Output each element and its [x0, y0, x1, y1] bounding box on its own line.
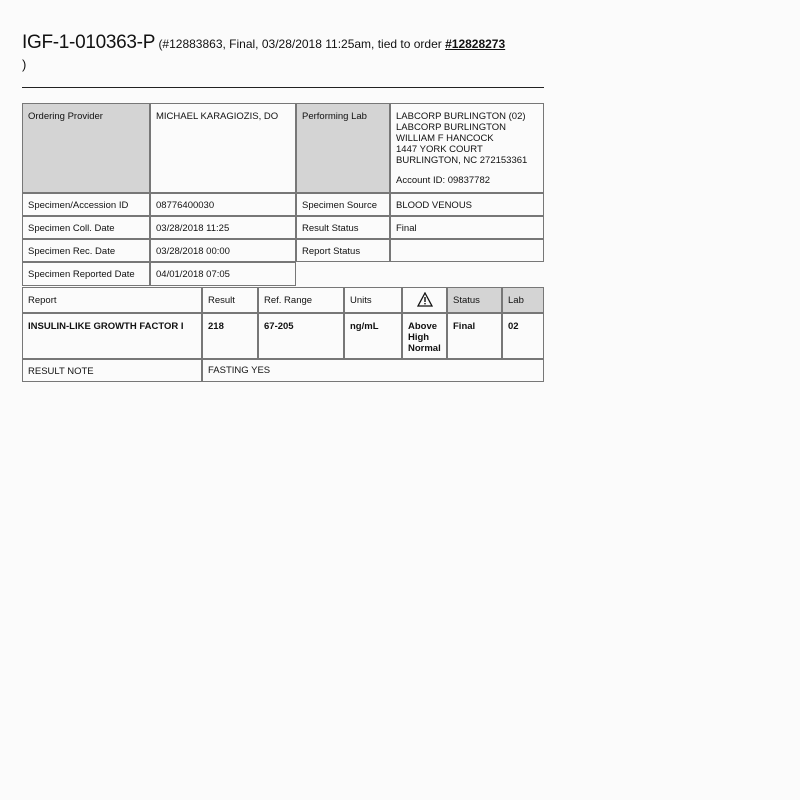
flag-line: High: [408, 332, 430, 343]
specimen-coll-label: Specimen Coll. Date: [22, 216, 150, 239]
test-detail: (#12883863, Final, 03/28/2018 11:25am, tied to order: [158, 37, 446, 51]
result-status: Final: [447, 313, 502, 359]
lab-line: LABCORP BURLINGTON: [396, 122, 506, 133]
lab-line: BURLINGTON, NC 272153361: [396, 155, 528, 166]
specimen-coll-value: 03/28/2018 11:25: [150, 216, 296, 239]
closing-paren: ): [22, 57, 27, 72]
col-header-flag: [402, 287, 447, 313]
specimen-reported-label: Specimen Reported Date: [22, 262, 150, 286]
ordering-provider-value: MICHAEL KARAGIOZIS, DO: [150, 103, 296, 193]
col-header-units: Units: [344, 287, 402, 313]
result-note-label: RESULT NOTE: [22, 359, 202, 382]
col-header-lab: Lab: [502, 287, 544, 313]
warning-triangle-icon: [417, 292, 433, 307]
lab-line: 1447 YORK COURT: [396, 144, 483, 155]
result-status-label: Result Status: [296, 216, 390, 239]
result-value: 218: [202, 313, 258, 359]
report-header: [22, 32, 552, 72]
specimen-source-value: BLOOD VENOUS: [390, 193, 544, 216]
col-header-ref-range: Ref. Range: [258, 287, 344, 313]
report-status-label: Report Status: [296, 239, 390, 262]
specimen-accession-value: 08776400030: [150, 193, 296, 216]
result-note-value: FASTING YES: [202, 359, 544, 382]
flag-line: Normal: [408, 343, 441, 354]
order-link[interactable]: #12828273: [445, 37, 506, 51]
lab-line: LABCORP BURLINGTON (02): [396, 111, 526, 122]
result-report-name: INSULIN-LIKE GROWTH FACTOR I: [22, 313, 202, 359]
specimen-reported-value: 04/01/2018 07:05: [150, 262, 296, 286]
info-table: [22, 103, 544, 286]
performing-lab-label: Performing Lab: [296, 103, 390, 193]
flag-line: Above: [408, 321, 438, 332]
ordering-provider-label: Ordering Provider: [22, 103, 150, 193]
specimen-rec-value: 03/28/2018 00:00: [150, 239, 296, 262]
result-ref-range: 67-205: [258, 313, 344, 359]
specimen-rec-label: Specimen Rec. Date: [22, 239, 150, 262]
result-units: ng/mL: [344, 313, 402, 359]
performing-lab-value: [390, 103, 544, 193]
result-status-value: Final: [390, 216, 544, 239]
results-table: [22, 287, 544, 382]
result-lab: 02: [502, 313, 544, 359]
test-code: IGF-1-010363-P: [22, 32, 156, 53]
specimen-accession-label: Specimen/Accession ID: [22, 193, 150, 216]
lab-line: WILLIAM F HANCOCK: [396, 133, 494, 144]
report-status-value: [390, 239, 544, 262]
col-header-report: Report: [22, 287, 202, 313]
account-id: Account ID: 09837782: [396, 175, 491, 186]
col-header-result: Result: [202, 287, 258, 313]
specimen-source-label: Specimen Source: [296, 193, 390, 216]
col-header-status: Status: [447, 287, 502, 313]
result-flag: [402, 313, 447, 359]
header-divider: [22, 87, 544, 88]
